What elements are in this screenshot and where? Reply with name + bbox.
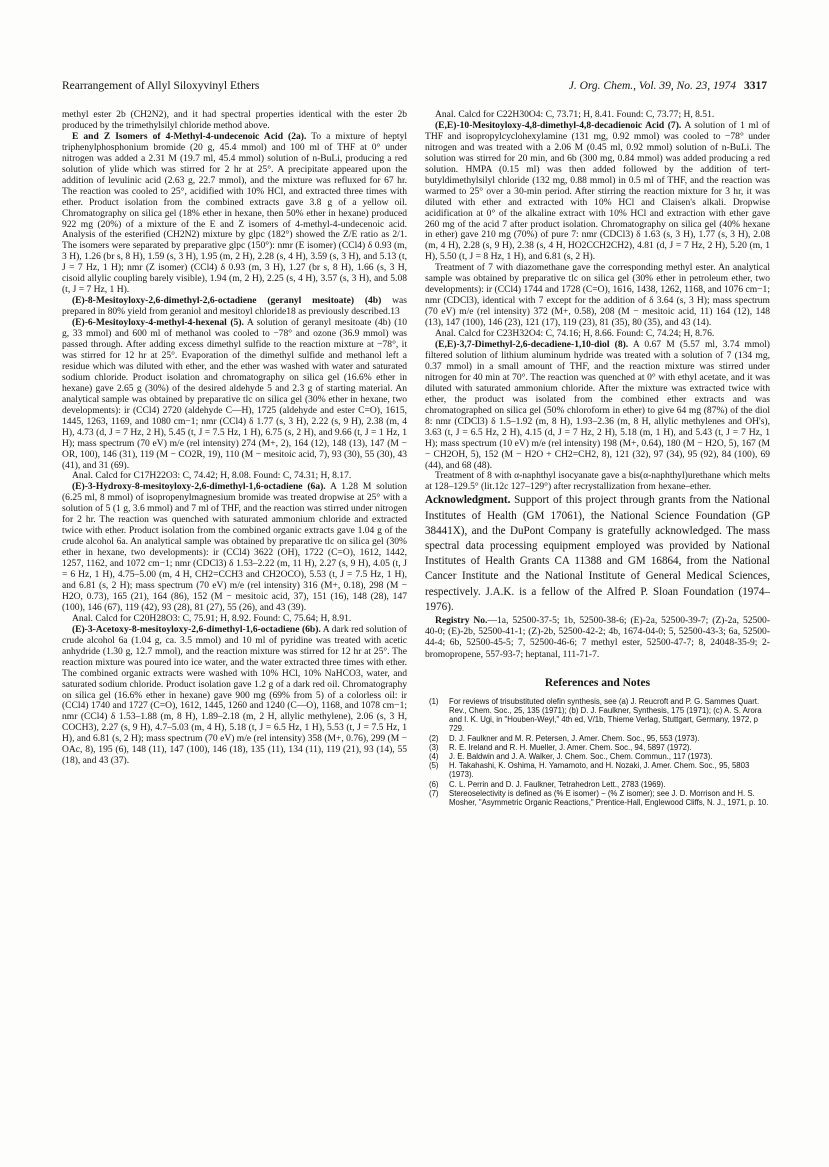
reference-item	[425, 752, 770, 761]
reference-item	[425, 734, 770, 743]
procedure-title: E and Z Isomers of 4-Methyl-4-undecenoic Acid (2a).	[72, 130, 307, 142]
procedure-title: (E)-3-Acetoxy-8-mesitoyloxy-2,6-dimethyl-1,6-octadiene (6b).	[72, 623, 321, 635]
paragraph-text: Treatment of 8 with α-naphthyl isocyanate gave a bis(α-naphthyl)urethane which melts at 128–129.5° (lit.12c 127–129°) after recrystallization from hexane–ether.	[425, 470, 770, 493]
paragraph-text: Anal. Calcd for C17H22O3: C, 74.42; H, 8.08. Found: C, 74.31; H, 8.17.	[72, 470, 352, 482]
procedure-title: (E)-3-Hydroxy-8-mesitoyloxy-2,6-dimethyl-1,6-octadiene (6a).	[72, 481, 326, 493]
paragraph-text: Anal. Calcd for C22H30O4: C, 73.71; H, 8.41. Found: C, 73.77; H, 8.51.	[435, 110, 715, 120]
experimental-paragraph	[62, 318, 407, 471]
reference-number: (7)	[429, 788, 439, 798]
reference-item	[425, 789, 770, 807]
references-list	[425, 697, 770, 807]
experimental-paragraph	[62, 110, 407, 132]
paragraph-text: Anal. Calcd for C23H32O4: C, 74.16; H, 8.66. Found: C, 74.24; H, 8.76.	[435, 328, 715, 340]
registry-numbers	[425, 615, 770, 660]
paragraph-text: To a mixture of heptyl triphenylphosphonium bromide (20 g, 45.4 mmol) and 100 ml of THF at 0° under nitrogen was added a 2.31 M (19.7 ml, 45.4 mmol) solution of n-BuLi, producing a red solution of ylide which was stirred for 2 hr at 25°. A precipitate appeared upon the addition of levulinic acid (2.63 g, 22.7 mmol), and the mixture was refluxed for 67 hr. The reaction was cooled to 25°, acidified with 10% HCl, and extracted three times with ether. Product isolation from the combined extracts gave 3.8 g of a yellow oil. Chromatography on silica gel (18% ether in hexane, then 50% ether in hexane) produced 922 mg (20%) of a mixture of the E and Z isomers of 4-methyl-4-undecenoic acid. Analysis of the esterified (CH2N2) mixture by glpc (182°) showed the Z/E ratio as 2/1. The isomers were separated by preparative glpc (150°): nmr (E isomer) (CCl4) δ 0.93 (m, 3 H), 1.26 (br s, 8 H), 1.59 (s, 3 H), 1.95 (m, 2 H), 2.28 (s, 4 H), 3.59 (s, 3 H), and 5.13 (t, J = 7 Hz, 1 H); nmr (Z isomer) (CCl4) δ 0.93 (m, 3 H), 1.27 (br s, 8 H), 1.66 (s, 3 H, cisoid allylic coupling barely visible), 1.94 (m, 2 H), 2.25 (s, 4 H), 3.57 (s, 3 H), and 5.08 (t, J = 7 Hz, 1 H).	[62, 130, 407, 296]
reference-text: H. Takahashi, K. Oshima, H. Yamamoto, and H. Nozaki, J. Amer. Chem. Soc., 95, 5803 (1973).	[449, 761, 750, 780]
reference-text: Stereoselectivity is defined as (% E isomer) − (% Z isomer); see J. D. Morrison and H. S. Mosher, "Asymmetric Organic Reactions," Prentice-Hall, Englewood Cliffs, N. J., 1971, p. 10.	[449, 788, 769, 807]
running-title: Rearrangement of Allyl Siloxyvinyl Ethers	[62, 80, 260, 92]
experimental-paragraph	[425, 263, 770, 329]
reference-number: (4)	[429, 751, 439, 761]
reference-number: (6)	[429, 779, 439, 789]
paragraph-text: A solution of 1 ml of THF and isopropylcyclohexylamine (131 mg, 0.92 mmol) was cooled to −78° under nitrogen and was treated with a 2.06 M (0.45 ml, 0.92 mmol) solution of n-BuLi. The solution was stirred for 20 min, and 6b (300 mg, 0.84 mmol) was added producing a red solution. HMPA (0.15 ml) was then added followed by the addition of tert-butyldimethylsilyl chloride (132 mg, 0.88 mmol) in 0.5 ml of THF, and the reaction was warmed to 25° over a 30-min period. After stirring the reaction mixture for 3 hr, it was diluted with ether and extracted with 10% HCl and Claisen's alkali. Dropwise acidification at 0° of the alkaline extract with 10% HCl and extraction with ether gave 260 mg of the acid 7 after product isolation. Chromatography on silica gel (40% hexane in ether) gave 210 mg (70%) of pure 7: nmr (CDCl3) δ 1.63 (s, 3 H), 1.77 (s, 3 H), 2.08 (m, 4 H), 2.28 (s, 9 H), 2.38 (s, 4 H, HO2CCH2CH2), 4.81 (d, J = 7 Hz, 2 H), 5.20 (m, 1 H), 5.50 (t, J = 8 Hz, 1 H), and 6.81 (s, 2 H).	[425, 119, 770, 263]
reference-number: (1)	[429, 696, 439, 706]
experimental-paragraph	[425, 340, 770, 471]
reference-text: J. E. Baldwin and J. A. Walker, J. Chem. Soc., Chem. Commun., 117 (1973).	[449, 751, 713, 761]
experimental-paragraph	[62, 625, 407, 767]
registry-text: —1a, 52500-37-5; 1b, 52500-38-6; (E)-2a, 52500-39-7; (Z)-2a, 52500-40-0; (E)-2b, 52500-41-1; (Z)-2b, 52500-42-2; 4b, 1674-04-0; 5, 52500-43-3; 6a, 52500-44-4; 6b, 52500-45-5; 7, 52500-46-6; 7 methyl ester, 52500-47-7; 8, 24048-35-9; 2-bromopropene, 557-93-7; heptanal, 111-71-7.	[425, 614, 770, 660]
reference-text: C. L. Perrin and D. J. Faulkner, Tetrahedron Lett., 2783 (1969).	[449, 779, 666, 789]
paragraph-text: was prepared in 80% yield from geraniol and mesitoyl chloride18 as previously described.13	[62, 295, 407, 318]
page-number: 3317	[744, 80, 767, 92]
paragraph-text: A 1.28 M solution (6.25 ml, 8 mmol) of isopropenylmagnesium bromide was treated dropwise at 25° with a solution of 5 (1 g, 3.6 mmol) and 7 ml of THF, and the reaction was stirred under nitrogen for 2 hr. The reaction was quenched with saturated ammonium chloride and extracted twice with ether. Product isolation from the combined organic extracts gave 1.04 g of the crude alcohol 6a. An analytical sample was obtained by preparative tlc on silica gel (30% ether in hexane, two developments): ir (CCl4) 3622 (OH), 1722 (C=O), 1612, 1442, 1257, 1162, and 1072 cm−1; nmr (CDCl3) δ 1.53–2.22 (m, 11 H), 2.27 (s, 9 H), 4.05 (t, J = 6 Hz, 1 H), 4.75–5.00 (m, 4 H, CH2=CCH3 and CH2OCO), 5.53 (t, J = 7.5 Hz, 1 H), and 6.81 (s, 2 H); mass spectrum (70 eV) m/e (rel intensity) 316 (M+, 0.18), 298 (M − H2O, 0.73), 165 (21), 164 (86), 152 (M − mesitoic acid, 37), 151 (16), 148 (28), 147 (100), 146 (67), 119 (42), 93 (28), 81 (27), 55 (26), and 43 (39).	[62, 481, 407, 613]
reference-text: D. J. Faulkner and M. R. Petersen, J. Amer. Chem. Soc., 95, 553 (1973).	[449, 733, 700, 743]
right-column-experimental	[425, 110, 770, 493]
running-head	[62, 80, 767, 98]
reference-number: (5)	[429, 761, 439, 771]
acknowledgment-heading: Acknowledgment.	[425, 494, 511, 507]
experimental-paragraph	[62, 482, 407, 613]
reference-text: R. E. Ireland and R. H. Mueller, J. Amer. Chem. Soc., 94, 5897 (1972).	[449, 742, 692, 752]
left-column	[62, 110, 407, 1150]
registry-heading: Registry No.	[435, 614, 488, 626]
experimental-paragraph	[62, 132, 407, 296]
references-title: References and Notes	[544, 676, 651, 689]
procedure-title: (E)-8-Mesitoyloxy-2,6-dimethyl-2,6-octadiene (geranyl mesitoate) (4b)	[72, 295, 382, 307]
reference-item	[425, 780, 770, 789]
acknowledgment	[425, 493, 770, 615]
reference-text: For reviews of trisubstituted olefin synthesis, see (a) J. Reucroft and P. G. Sammes Quart. Rev., Chem. Soc., 25, 135 (1971); (b) D. J. Faulkner, Synthesis, 175 (1971); (c) A. S. Arora and I. K. Ugi, in "Houben-Weyl," 4th ed, V/1b, Thieme Verlag, Stuttgart, Germany, 1972, p 729.	[449, 696, 762, 734]
paragraph-text: A dark red solution of crude alcohol 6a (1.04 g, ca. 3.5 mmol) and 10 ml of pyridine was treated with acetic anhydride (1.30 g, 12.7 mmol), and the reaction mixture was stirred for 12 hr at 25°. The reaction mixture was poured into ice water, and the water extracted three times with ether. The combined organic extracts were washed with 10% HCl, 10% NaHCO3, water, and saturated sodium chloride. Product isolation gave 1.2 g of a dark red oil. Chromatography on silica gel (16.6% ether in hexane) gave 900 mg (69% from 5) of a colorless oil: ir (CCl4) 1740 and 1727 (C=O), 1612, 1445, 1260 and 1240 (C—O), 1168, and 1078 cm−1; nmr (CCl4) δ 1.53–1.88 (m, 8 H), 1.89–2.18 (m, 2 H, allylic methylene), 2.06 (s, 3 H, COCH3), 2.27 (s, 9 H), 4.7–5.03 (m, 4 H), 5.18 (t, J = 6.5 Hz, 1 H), 5.53 (t, J = 7.5 Hz, 1 H), and 6.81 (s, 2 H); mass spectrum (70 eV) m/e (rel intensity) 358 (M+, 0.76), 299 (M − OAc, 8), 195 (6), 148 (11), 147 (100), 146 (18), 135 (11), 134 (11), 119 (21), 93 (14), 55 (18), and 43 (37).	[62, 623, 407, 767]
reference-item	[425, 761, 770, 779]
reference-item	[425, 697, 770, 734]
reference-number: (2)	[429, 733, 439, 743]
right-column	[425, 110, 770, 1150]
paragraph-text: A solution of geranyl mesitoate (4b) (10 g, 33 mmol) and 600 ml of methanol was cooled to −78° and ozone (36.9 mmol) was passed through. After adding excess dimethyl sulfide to the reaction mixture at −78°, it was stirred for 12 hr at 25°. Evaporation of the dimethyl sulfide and methanol left a residue which was diluted with ether, and the ether was washed with water and saturated sodium chloride. Product isolation and chromatography on silica gel (16.6% ether in hexane) gave 2.65 g (30%) of the desired aldehyde 5 and 2.3 g of starting material. An analytical sample was obtained by preparative tlc on silica gel (30% ether in hexane, two developments): ir (CCl4) 2720 (aldehyde C—H), 1725 (aldehyde and ester C=O), 1615, 1445, 1263, 1169, and 1080 cm−1; nmr (CCl4) δ 1.77 (s, 3 H), 2.22 (s, 9 H), 2.38 (m, 4 H), 4.73 (d, J = 7 Hz, 2 H), 5.45 (t, J = 7.5 Hz, 1 H), 6.75 (s, 2 H), and 9.66 (t, J = 1 Hz, 1 H); mass spectrum (70 eV) m/e (rel intensity) 274 (M+, 2), 164 (12), 148 (13), 147 (M − OR, 100), 146 (31), 119 (M − CO2R, 19), 110 (M − mesitoic acid, 7), 93 (30), 55 (30), 43 (41), and 31 (69).	[62, 317, 407, 471]
acknowledgment-text: Support of this project through grants from the National Institutes of Health (GM 17061), the National Science Foundation (GP 38441X), and the DuPont Company is gratefully acknowledged. The mass spectral data processing equipment employed was provided by National Institutes of Health Grants CA 11388 and GM 16864, from the National Cancer Institute and the National Institute of General Medical Sciences, respectively. J.A.K. is a fellow of the Alfred P. Sloan Foundation (1974–1976).	[425, 494, 770, 613]
experimental-paragraph	[425, 471, 770, 493]
experimental-paragraph	[425, 121, 770, 263]
journal-citation	[569, 80, 767, 92]
procedure-title: (E)-6-Mesitoyloxy-4-methyl-4-hexenal (5).	[72, 317, 244, 329]
paragraph-text: Anal. Calcd for C20H28O3: C, 75.91; H, 8.92. Found: C, 75.64; H, 8.91.	[72, 612, 352, 624]
reference-item	[425, 743, 770, 752]
journal-citation-text: J. Org. Chem., Vol. 39, No. 23, 1974	[568, 80, 736, 92]
paragraph-text: A 0.67 M (5.57 ml, 3.74 mmol) filtered solution of lithium aluminum hydride was treated with a solution of 7 (134 mg, 0.37 mmol) in a small amount of THF, and the reaction mixture was stirred under nitrogen for 40 min at 70°. The reaction was quenched at 0° with ethyl acetate, and it was diluted with saturated ammonium chloride. After the mixture was extracted twice with ether, the product was isolated from the combined ether extracts and was chromatographed on silica gel (50% chloroform in ether) to give 64 mg (87%) of the diol 8: nmr (CDCl3) δ 1.5–1.92 (m, 8 H), 1.93–2.36 (m, 8 H, allylic methylenes and OH's), 3.63 (t, J = 6.5 Hz, 2 H), 4.15 (d, J = 7 Hz, 2 H), 5.18 (m, 1 H), and 5.43 (t, J = 7 Hz, 1 H); mass spectrum (10 eV) m/e (rel intensity) 198 (M+, 0.64), 180 (M − H2O, 5), 167 (M − CH2OH, 5), 152 (M − H2O + CH2=CH2, 8), 121 (32), 97 (34), 95 (92), 84 (100), 69 (44), and 68 (48).	[425, 339, 770, 471]
procedure-title: (E,E)-3,7-Dimethyl-2,6-decadiene-1,10-diol (8).	[435, 339, 629, 351]
reference-number: (3)	[429, 742, 439, 752]
procedure-title: (E,E)-10-Mesitoyloxy-4,8-dimethyl-4,8-decadienoic Acid (7).	[435, 119, 682, 131]
paragraph-text: methyl ester 2b (CH2N2), and it had spectral properties identical with the ester 2b produced by the trimethylsilyl chloride method above.	[62, 110, 407, 131]
paragraph-text: Treatment of 7 with diazomethane gave the corresponding methyl ester. An analytical sample was obtained by preparative tlc on silica gel (30% ether in petroleum ether, two developments): ir (CCl4) 1744 and 1728 (C=O), 1616, 1438, 1262, 1168, and 1076 cm−1; nmr (CDCl3), identical with 7 except for the addition of δ 3.64 (s, 3 H); mass spectrum (70 eV) m/e (rel intensity) 372 (M+, 0.58), 208 (M − mesitoic acid, 11) 164 (12), 148 (13), 147 (100), 146 (23), 121 (17), 119 (23), 81 (35), 80 (35), and 43 (14).	[425, 262, 770, 329]
experimental-paragraph	[62, 296, 407, 318]
